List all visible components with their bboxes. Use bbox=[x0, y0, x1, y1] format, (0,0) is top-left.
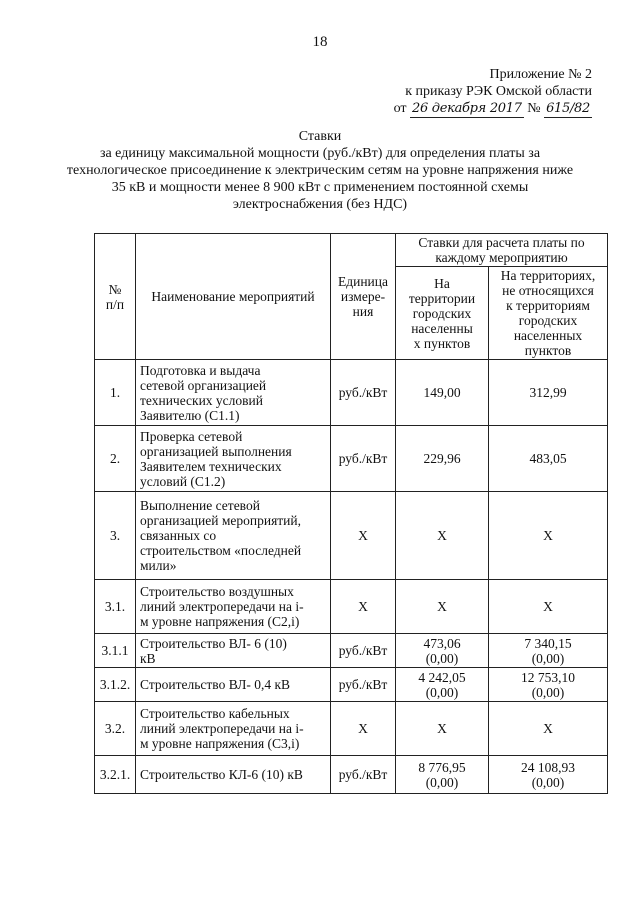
table-row bbox=[95, 634, 608, 668]
row-unit: X bbox=[331, 580, 396, 634]
row-urban-rate: 473,06 (0,00) bbox=[396, 634, 489, 668]
row-urban-rate: 4 242,05 (0,00) bbox=[396, 668, 489, 702]
row-unit: руб./кВт bbox=[331, 426, 396, 492]
table-row bbox=[95, 580, 608, 634]
row-rural-rate: 24 108,93 (0,00) bbox=[489, 756, 608, 794]
row-name: Проверка сетевой организацией выполнения Заявителем технических условий (С1.2) bbox=[136, 426, 331, 492]
row-number: 3.1.1 bbox=[95, 634, 136, 668]
document-subtitle: за единицу максимальной мощности (руб./кВт) для определения платы за технологическое присоединение к электрическим сетям на уровне напряжения ниже 35 кВ и мощности менее 8 900 кВт с применением постоянной схемы электроснабжения (без НДС) bbox=[66, 146, 574, 212]
appendix-order-ref: к приказу РЭК Омской области bbox=[405, 84, 592, 99]
row-name: Строительство ВЛ- 0,4 кВ bbox=[136, 668, 331, 702]
row-rural-rate: X bbox=[489, 580, 608, 634]
table-row bbox=[95, 668, 608, 702]
header-unit: Единица измере- ния bbox=[331, 234, 396, 360]
row-unit: руб./кВт bbox=[331, 756, 396, 794]
row-unit: руб./кВт bbox=[331, 668, 396, 702]
from-label: от bbox=[393, 101, 407, 116]
number-label: № bbox=[527, 101, 541, 116]
appendix-date-line bbox=[394, 100, 592, 118]
table-row bbox=[95, 360, 608, 426]
row-rural-rate: 12 753,10 (0,00) bbox=[489, 668, 608, 702]
header-rural: На территориях, не относящихся к территориям городских населенных пунктов bbox=[489, 267, 608, 360]
row-unit: руб./кВт bbox=[331, 360, 396, 426]
row-number: 3.2.1. bbox=[95, 756, 136, 794]
document-title-block bbox=[60, 128, 580, 213]
table-row bbox=[95, 702, 608, 756]
handwritten-number: 615/82 bbox=[546, 101, 590, 116]
row-urban-rate: X bbox=[396, 580, 489, 634]
appendix-title: Приложение № 2 bbox=[489, 67, 592, 82]
row-name: Строительство воздушных линий электропередачи на i- м уровне напряжения (С2,i) bbox=[136, 580, 331, 634]
document-heading: Ставки bbox=[298, 129, 342, 144]
row-name: Подготовка и выдача сетевой организацией технических условий Заявителю (С1.1) bbox=[136, 360, 331, 426]
header-rates-group: Ставки для расчета платы по каждому мероприятию bbox=[396, 234, 608, 267]
row-name: Строительство ВЛ- 6 (10) кВ bbox=[136, 634, 331, 668]
row-number: 2. bbox=[95, 426, 136, 492]
table-row bbox=[95, 756, 608, 794]
row-number: 3.2. bbox=[95, 702, 136, 756]
row-urban-rate: X bbox=[396, 492, 489, 580]
row-rural-rate: X bbox=[489, 702, 608, 756]
row-unit: X bbox=[331, 492, 396, 580]
row-name: Строительство кабельных линий электропередачи на i- м уровне напряжения (С3,i) bbox=[136, 702, 331, 756]
row-unit: X bbox=[331, 702, 396, 756]
header-urban: На территории городских населенны х пунктов bbox=[396, 267, 489, 360]
row-rural-rate: X bbox=[489, 492, 608, 580]
handwritten-date: 26 декабря 2017 bbox=[412, 101, 522, 116]
row-number: 3.1. bbox=[95, 580, 136, 634]
row-number: 3. bbox=[95, 492, 136, 580]
page-number: 18 bbox=[312, 34, 328, 50]
row-urban-rate: 149,00 bbox=[396, 360, 489, 426]
table-row bbox=[95, 426, 608, 492]
row-rural-rate: 483,05 bbox=[489, 426, 608, 492]
row-name: Строительство КЛ-6 (10) кВ bbox=[136, 756, 331, 794]
header-name: Наименование мероприятий bbox=[136, 234, 331, 360]
row-urban-rate: 229,96 bbox=[396, 426, 489, 492]
table-row bbox=[95, 492, 608, 580]
row-name: Выполнение сетевой организацией мероприятий, связанных со строительством «последней мили» bbox=[136, 492, 331, 580]
appendix-block bbox=[394, 66, 592, 118]
header-num: № п/п bbox=[95, 234, 136, 360]
row-rural-rate: 312,99 bbox=[489, 360, 608, 426]
table-header-row bbox=[95, 234, 608, 267]
row-rural-rate: 7 340,15 (0,00) bbox=[489, 634, 608, 668]
row-urban-rate: 8 776,95 (0,00) bbox=[396, 756, 489, 794]
rates-table bbox=[94, 233, 608, 794]
row-unit: руб./кВт bbox=[331, 634, 396, 668]
row-number: 1. bbox=[95, 360, 136, 426]
row-urban-rate: X bbox=[396, 702, 489, 756]
row-number: 3.1.2. bbox=[95, 668, 136, 702]
